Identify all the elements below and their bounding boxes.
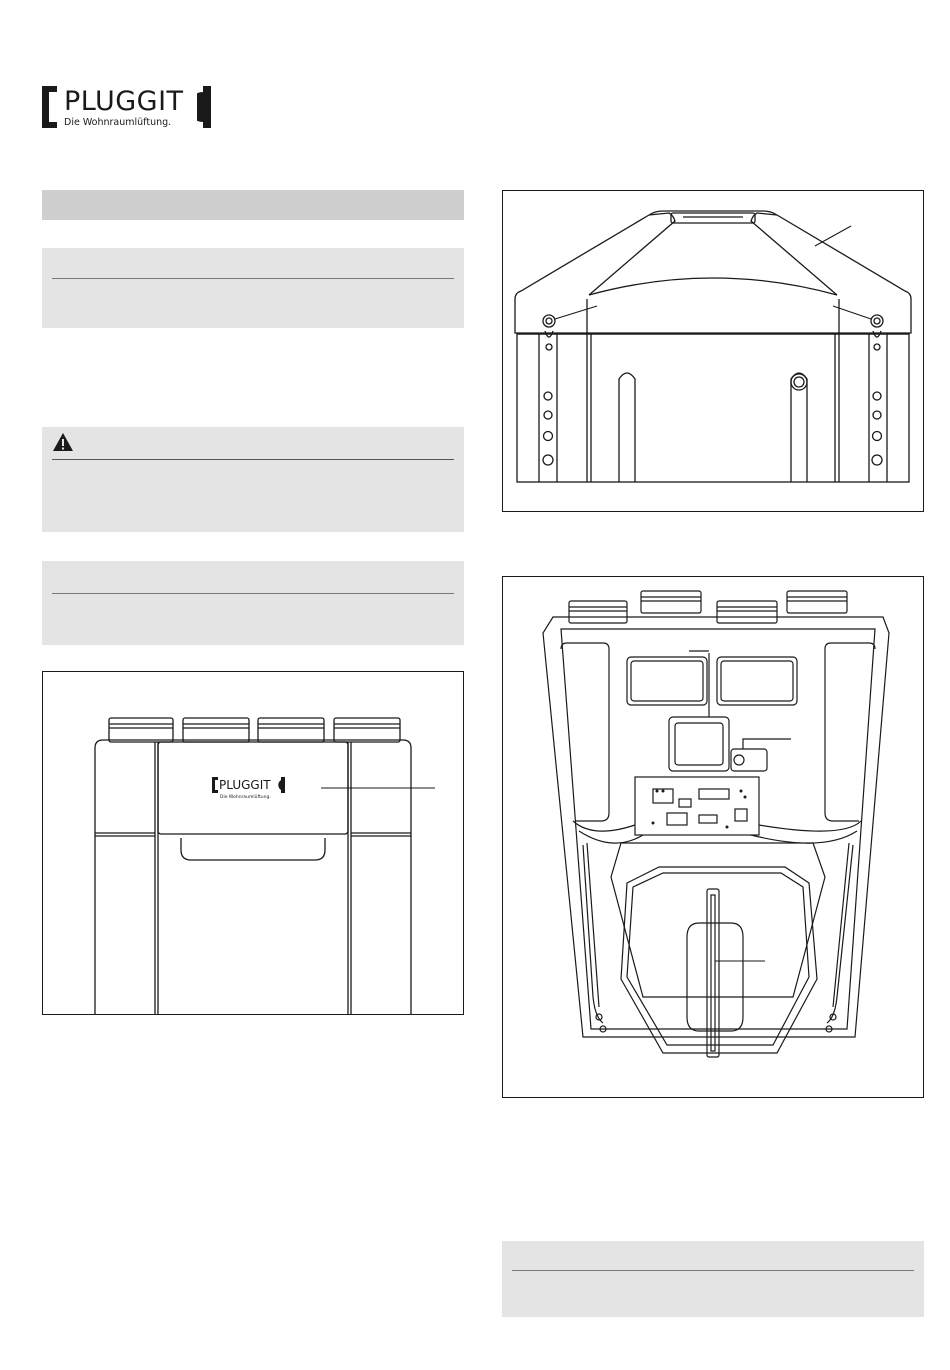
figure-front-view	[42, 671, 464, 1015]
logo-tagline: Die Wohnraumlüftung.	[64, 117, 172, 128]
logo-bracket-left	[42, 86, 49, 128]
logo-bracket-right	[197, 86, 217, 128]
note-box-2	[42, 561, 464, 645]
note-box-3	[502, 1241, 924, 1317]
figure-open-unit	[502, 576, 924, 1098]
logo-wordmark: PLUGGIT	[64, 86, 184, 117]
section-header-bar	[42, 190, 464, 220]
warning-box-divider	[52, 459, 454, 460]
note-box-3-divider	[512, 1270, 914, 1271]
note-box-1	[42, 248, 464, 328]
unit-logo	[212, 777, 285, 800]
front-view-drawing	[43, 672, 463, 1014]
unit-logo-tagline: Die Wohnraumlüftung.	[220, 795, 271, 800]
warning-box	[42, 427, 464, 532]
cover-screws-drawing	[503, 191, 923, 511]
warning-triangle-icon	[52, 432, 74, 452]
pluggit-logo	[42, 86, 222, 134]
unit-logo-wordmark: PLUGGIT	[219, 778, 271, 792]
note-box-2-divider	[52, 593, 454, 594]
figure-cover-screws	[502, 190, 924, 512]
open-unit-drawing	[503, 577, 923, 1097]
note-box-1-divider	[52, 278, 454, 279]
